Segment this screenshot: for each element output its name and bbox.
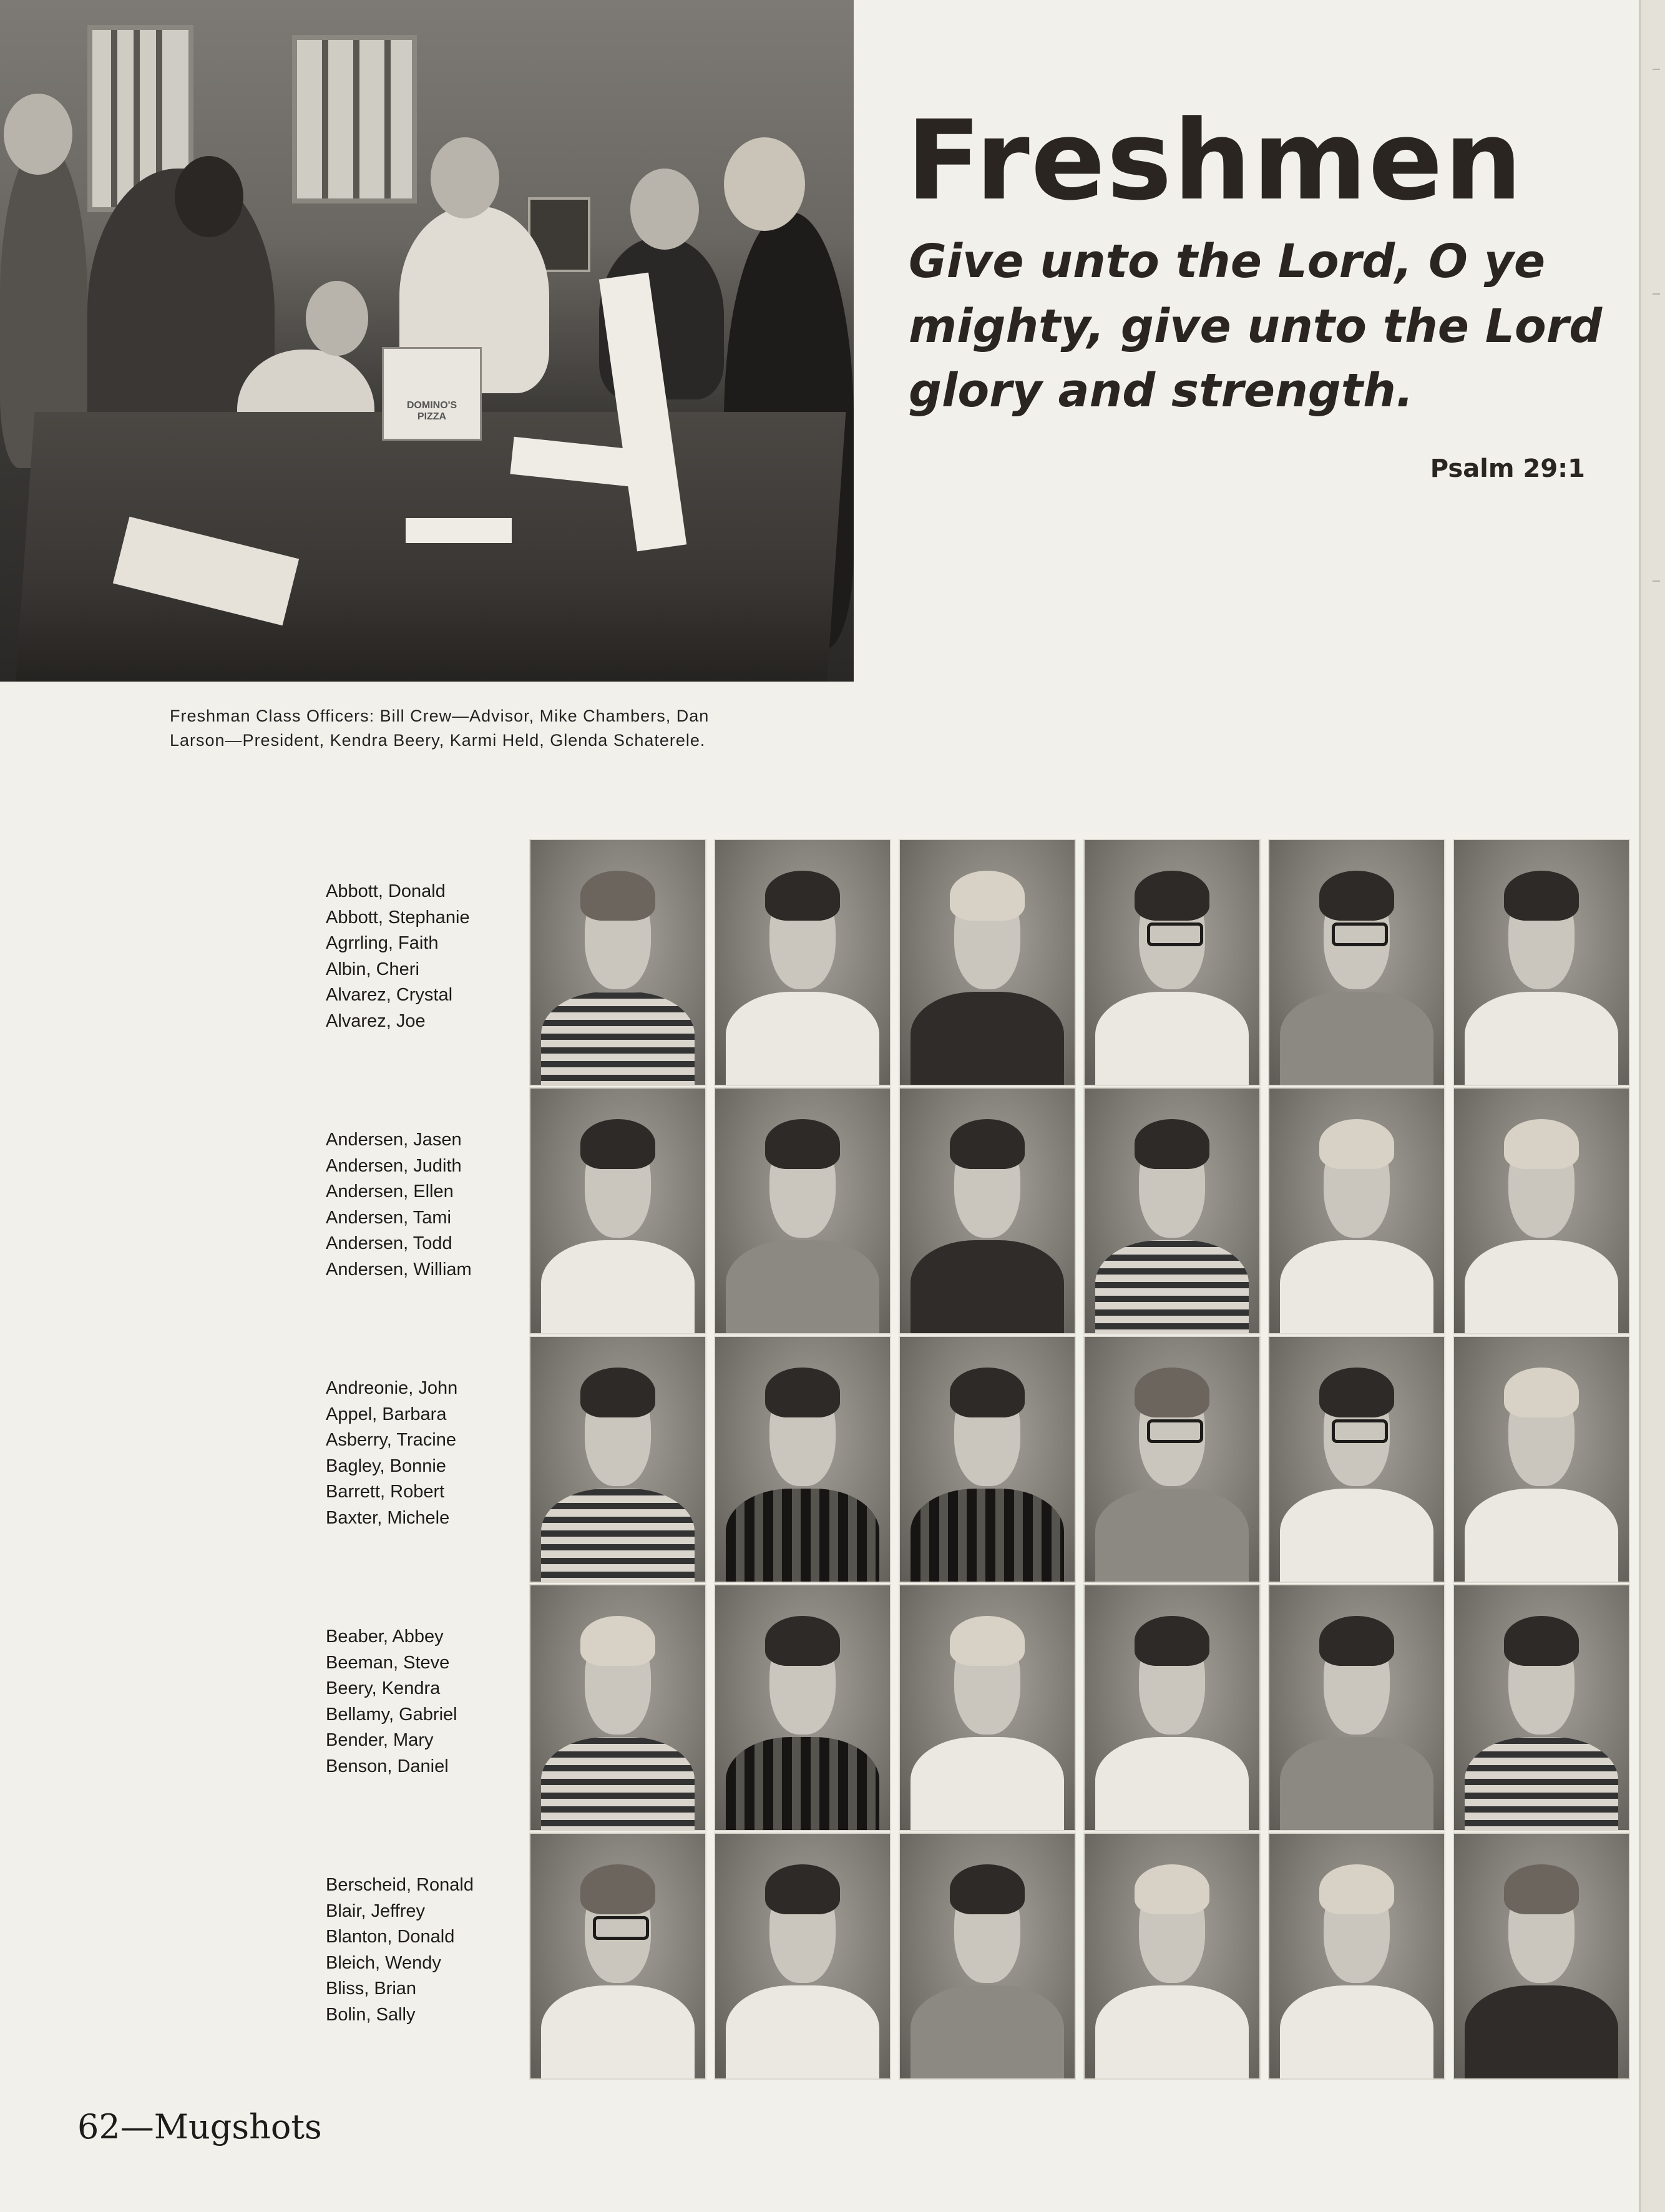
name-list (326, 1127, 525, 1283)
person-head (630, 169, 699, 250)
portrait-shoulders (726, 992, 879, 1086)
portrait-shoulders (541, 992, 695, 1086)
portrait-shoulders (1280, 1985, 1433, 2080)
student-portrait (714, 1833, 891, 2080)
photo-caption (170, 704, 854, 753)
portrait-face (1324, 1876, 1390, 1983)
portrait-face (1324, 1379, 1390, 1486)
student-portrait (1083, 1833, 1261, 2080)
portrait-shoulders (1095, 992, 1249, 1086)
student-name: Bolin, Sally (326, 2004, 416, 2025)
student-portrait (1453, 1584, 1630, 1831)
portrait-face (1139, 1876, 1205, 1983)
student-portrait (714, 1584, 891, 1831)
portrait-shoulders (541, 1985, 695, 2080)
portrait-face (585, 1130, 651, 1238)
person-head (724, 137, 805, 231)
name-list (326, 1872, 525, 2028)
portrait-shoulders (541, 1737, 695, 1831)
student-name: Agrrling, Faith (326, 933, 439, 953)
portrait-face (769, 1379, 836, 1486)
student-name: Albin, Cheri (326, 959, 419, 979)
portrait-shoulders (911, 992, 1064, 1086)
verse-line: glory and strength. (909, 364, 1414, 418)
portrait-shoulders (541, 1240, 695, 1334)
student-portrait (1453, 839, 1630, 1086)
student-name: Bagley, Bonnie (326, 1456, 446, 1476)
student-portrait (1453, 1336, 1630, 1583)
portrait-shoulders (726, 1737, 879, 1831)
student-name: Andersen, Jasen (326, 1130, 462, 1150)
portrait-shoulders (726, 1240, 879, 1334)
portrait-shoulders (1280, 992, 1433, 1086)
student-name: Bliss, Brian (326, 1979, 417, 1999)
student-portrait (529, 839, 706, 1086)
portrait-shoulders (1465, 1489, 1618, 1583)
portrait-face (585, 882, 651, 989)
portrait-shoulders (1465, 1737, 1618, 1831)
portrait-shoulders (1280, 1240, 1433, 1334)
student-portrait (1268, 1584, 1445, 1831)
portrait-shoulders (1095, 1489, 1249, 1583)
portrait-face (769, 1130, 836, 1238)
portrait-face (585, 1379, 651, 1486)
student-portrait (899, 839, 1076, 1086)
pizza-box-label: PIZZA (417, 411, 447, 422)
portrait-shoulders (911, 1489, 1064, 1583)
student-name: Andersen, Judith (326, 1155, 462, 1176)
portrait-face (954, 1627, 1020, 1735)
portrait-face (1508, 1876, 1575, 1983)
student-portrait (1083, 839, 1261, 1086)
portrait-shoulders (1280, 1737, 1433, 1831)
portrait-shoulders (726, 1985, 879, 2080)
portrait-face (1324, 1627, 1390, 1735)
portrait-face (1324, 882, 1390, 989)
portrait-face (769, 882, 836, 989)
student-portrait (1268, 1833, 1445, 2080)
portrait-row (529, 1336, 1630, 1583)
portrait-face (954, 1876, 1020, 1983)
portrait-row (529, 1584, 1630, 1831)
student-portrait (529, 1336, 706, 1583)
page-title: Freshmen (906, 97, 1524, 225)
pizza-box (382, 347, 482, 441)
student-name: Abbott, Stephanie (326, 907, 470, 927)
student-portrait (529, 1087, 706, 1334)
portrait-face (1139, 1379, 1205, 1486)
portrait-row (529, 1833, 1630, 2080)
student-portrait (714, 1336, 891, 1583)
portrait-face (769, 1627, 836, 1735)
verse-quote (909, 230, 1608, 424)
student-portrait (899, 1584, 1076, 1831)
portrait-face (1139, 882, 1205, 989)
student-name: Bleich, Wendy (326, 1952, 441, 1973)
page-edge (1641, 0, 1665, 2212)
student-name: Appel, Barbara (326, 1404, 447, 1424)
portrait-shoulders (911, 1985, 1064, 2080)
student-name: Asberry, Tracine (326, 1430, 456, 1450)
person-head (431, 137, 499, 218)
photo-caption-line: Freshman Class Officers: Bill Crew—Advisor, Mike Chambers, Dan (170, 707, 710, 725)
student-name: Andersen, Ellen (326, 1182, 454, 1201)
pizza-box-label: DOMINO'S (406, 400, 457, 411)
student-portrait (1453, 1833, 1630, 2080)
edge-tick (1653, 69, 1660, 70)
portrait-shoulders (726, 1489, 879, 1583)
portrait-face (585, 1876, 651, 1983)
student-portrait (899, 1087, 1076, 1334)
student-portrait (1453, 1087, 1630, 1334)
portrait-face (1508, 1130, 1575, 1238)
portrait-shoulders (1095, 1737, 1249, 1831)
student-portrait (529, 1833, 706, 2080)
portrait-face (1139, 1627, 1205, 1735)
student-name: Andersen, William (326, 1259, 472, 1280)
student-portrait (1268, 1336, 1445, 1583)
portrait-face (1508, 882, 1575, 989)
student-name: Bender, Mary (326, 1730, 434, 1750)
student-portrait (1083, 1336, 1261, 1583)
portrait-shoulders (1280, 1489, 1433, 1583)
student-name: Berscheid, Ronald (326, 1875, 474, 1895)
portrait-shoulders (1465, 1985, 1618, 2080)
portrait-face (1508, 1379, 1575, 1486)
portrait-face (1324, 1130, 1390, 1238)
student-name: Alvarez, Joe (326, 1011, 426, 1031)
student-portrait (529, 1584, 706, 1831)
portrait-face (1139, 1130, 1205, 1238)
student-name: Beeman, Steve (326, 1652, 450, 1673)
page-footer: 62—Mugshots (77, 2107, 322, 2146)
student-name: Abbott, Donald (326, 881, 446, 901)
student-portrait (714, 839, 891, 1086)
portrait-face (585, 1627, 651, 1735)
class-officers-photo (0, 0, 854, 682)
student-portrait (1083, 1087, 1261, 1334)
student-portrait (1268, 1087, 1445, 1334)
portrait-shoulders (541, 1489, 695, 1583)
student-name: Beery, Kendra (326, 1678, 441, 1698)
name-list (326, 1624, 525, 1779)
student-portrait (1083, 1584, 1261, 1831)
edge-tick (1653, 580, 1660, 582)
student-name: Alvarez, Crystal (326, 985, 453, 1005)
portrait-shoulders (1465, 1240, 1618, 1334)
verse-line: Give unto the Lord, O ye (909, 235, 1546, 288)
student-portrait (1268, 839, 1445, 1086)
student-portrait (899, 1833, 1076, 2080)
portrait-shoulders (1095, 1240, 1249, 1334)
student-name: Andersen, Todd (326, 1233, 452, 1253)
student-name: Benson, Daniel (326, 1756, 449, 1776)
portrait-face (954, 882, 1020, 989)
person-head (4, 94, 72, 175)
student-name: Blanton, Donald (326, 1927, 455, 1947)
portrait-shoulders (1465, 992, 1618, 1086)
portrait-row (529, 839, 1630, 1086)
portrait-face (954, 1379, 1020, 1486)
portrait-face (1508, 1627, 1575, 1735)
portrait-face (954, 1130, 1020, 1238)
photo-window (292, 35, 417, 203)
person-head (175, 156, 243, 237)
student-name: Andreonie, John (326, 1378, 458, 1398)
edge-tick (1653, 293, 1660, 295)
portrait-row (529, 1087, 1630, 1334)
person-head (306, 281, 368, 356)
photo-caption-line: Larson—President, Kendra Beery, Karmi Held, Glenda Schaterele. (170, 731, 706, 750)
student-portrait (899, 1336, 1076, 1583)
verse-reference: Psalm 29:1 (1430, 454, 1585, 483)
name-list (326, 1376, 525, 1531)
student-name: Barrett, Robert (326, 1482, 445, 1502)
name-list (326, 879, 525, 1034)
portrait-face (769, 1876, 836, 1983)
portrait-shoulders (911, 1240, 1064, 1334)
student-name: Blair, Jeffrey (326, 1901, 426, 1921)
verse-line: mighty, give unto the Lord (909, 299, 1603, 353)
student-name: Bellamy, Gabriel (326, 1704, 457, 1725)
student-portrait (714, 1087, 891, 1334)
student-name: Beaber, Abbey (326, 1627, 444, 1647)
student-name: Andersen, Tami (326, 1207, 451, 1228)
portrait-shoulders (911, 1737, 1064, 1831)
desk-nameplate (406, 518, 512, 543)
portrait-shoulders (1095, 1985, 1249, 2080)
student-name: Baxter, Michele (326, 1507, 450, 1528)
